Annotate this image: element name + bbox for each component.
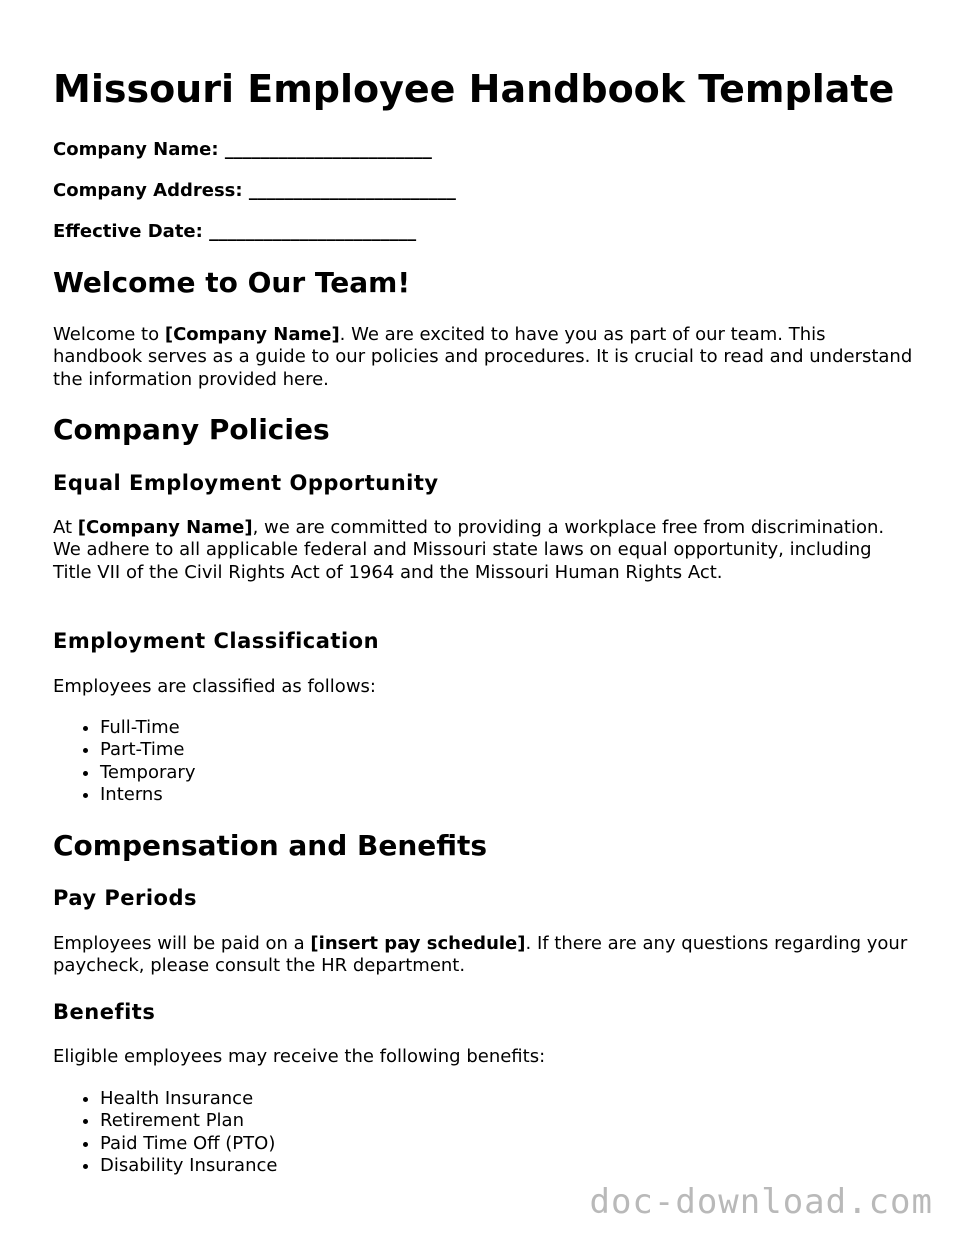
welcome-paragraph: [53, 324, 913, 391]
compensation-heading: Compensation and Benefits: [53, 829, 488, 862]
welcome-heading: Welcome to Our Team!: [53, 266, 411, 299]
welcome-text-end: . We are excited to have you as part of our team. This handbook serves as a guide to our policies and procedures. It is crucial to read and understand the information provided here.: [53, 324, 913, 390]
company-address-field: Company Address: _______________________: [53, 180, 456, 201]
pay-text-start: Employees will be paid on a: [53, 933, 311, 954]
benefits-list: [53, 1088, 277, 1178]
list-item: • Paid Time Off (PTO): [100, 1133, 277, 1155]
welcome-company-placeholder: [Company Name]: [164, 324, 340, 345]
list-item: • Full-Time: [100, 717, 195, 739]
list-item: • Disability Insurance: [100, 1155, 277, 1177]
document-title: Missouri Employee Handbook Template: [53, 67, 895, 111]
eeo-heading: Equal Employment Opportunity: [53, 471, 439, 495]
classification-list: [53, 717, 195, 807]
list-item: • Temporary: [100, 762, 195, 784]
benefits-intro: Eligible employees may receive the following benefits:: [53, 1046, 546, 1067]
pay-periods-paragraph: [53, 933, 913, 978]
effective-date-field: Effective Date: _______________________: [53, 221, 417, 242]
company-policies-heading: Company Policies: [53, 413, 330, 446]
classification-heading: Employment Classification: [53, 629, 380, 653]
eeo-text-end: , we are committed to providing a workplace free from discrimination. We adhere to all applicable federal and Missouri state laws on equal opportunity, including Title VII of the Civil Rights Act of 1964 and the Missouri Human Rights Act.: [53, 517, 885, 583]
eeo-paragraph: [53, 517, 913, 584]
pay-periods-heading: Pay Periods: [53, 886, 197, 910]
classification-intro: Employees are classified as follows:: [53, 676, 376, 697]
company-name-field: Company Name: _______________________: [53, 139, 432, 160]
watermark: doc-download.com: [589, 1182, 933, 1222]
eeo-company-placeholder: [Company Name]: [77, 517, 253, 538]
list-item: • Retirement Plan: [100, 1110, 277, 1132]
list-item: • Interns: [100, 784, 195, 806]
list-item: • Part-Time: [100, 739, 195, 761]
pay-text-end: . If there are any questions regarding your paycheck, please consult the HR department.: [53, 933, 908, 977]
pay-schedule-placeholder: [insert pay schedule]: [310, 933, 526, 954]
eeo-text-start: At: [53, 517, 78, 538]
benefits-heading: Benefits: [53, 1000, 156, 1024]
welcome-text-start: Welcome to: [53, 324, 165, 345]
list-item: • Health Insurance: [100, 1088, 277, 1110]
